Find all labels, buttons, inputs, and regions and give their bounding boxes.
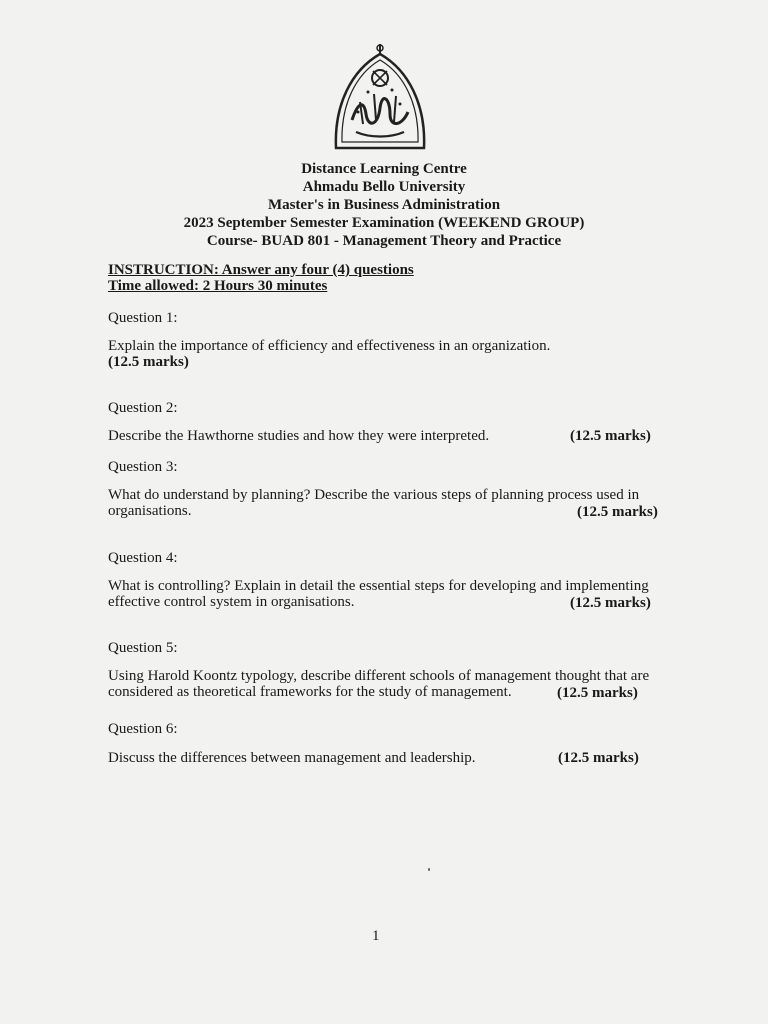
question-4-text-line1: What is controlling? Explain in detail the essential steps for developing and implementing xyxy=(108,578,649,594)
question-6-marks: (12.5 marks) xyxy=(558,750,639,766)
exam-title: 2023 September Semester Examination (WEEKEND GROUP) xyxy=(183,215,585,231)
question-1-marks: (12.5 marks) xyxy=(108,354,189,370)
instruction-line: INSTRUCTION: Answer any four (4) questions xyxy=(108,262,414,278)
university-name: Ahmadu Bello University xyxy=(302,179,466,195)
centre-name: Distance Learning Centre xyxy=(301,161,467,177)
question-3-text-line1: What do understand by planning? Describe the various steps of planning process used in xyxy=(108,487,640,503)
question-3-text-line2: organisations. xyxy=(108,503,192,519)
question-4-text-line2: effective control system in organisations. xyxy=(108,594,355,610)
question-4-label: Question 4: xyxy=(108,550,178,566)
question-3-label: Question 3: xyxy=(108,459,178,475)
question-1-text: Explain the importance of efficiency and effectiveness in an organization. xyxy=(108,338,551,354)
course-title: Course- BUAD 801 - Management Theory and Practice xyxy=(206,233,562,249)
question-5-label: Question 5: xyxy=(108,640,178,656)
university-crest-icon xyxy=(330,42,430,160)
question-1-label: Question 1: xyxy=(108,310,178,326)
question-2-label: Question 2: xyxy=(108,400,178,416)
question-4-marks: (12.5 marks) xyxy=(570,595,651,611)
question-5-text-line1: Using Harold Koontz typology, describe different schools of management thought that are xyxy=(108,668,650,684)
question-3-marks: (12.5 marks) xyxy=(577,504,658,520)
question-5-text-line2: considered as theoretical frameworks for the study of management. xyxy=(108,684,512,700)
question-2-text: Describe the Hawthorne studies and how they were interpreted. xyxy=(108,428,490,444)
scan-speck xyxy=(428,868,430,871)
programme-name: Master's in Business Administration xyxy=(267,197,501,213)
instructions xyxy=(108,262,414,294)
question-2-marks: (12.5 marks) xyxy=(570,428,651,444)
question-6-text: Discuss the differences between management and leadership. xyxy=(108,750,476,766)
page-number: 1 xyxy=(372,928,380,944)
question-6-label: Question 6: xyxy=(108,721,178,737)
question-5-marks: (12.5 marks) xyxy=(557,685,638,701)
exam-header xyxy=(0,160,768,250)
time-allowed-line: Time allowed: 2 Hours 30 minutes xyxy=(108,278,328,294)
